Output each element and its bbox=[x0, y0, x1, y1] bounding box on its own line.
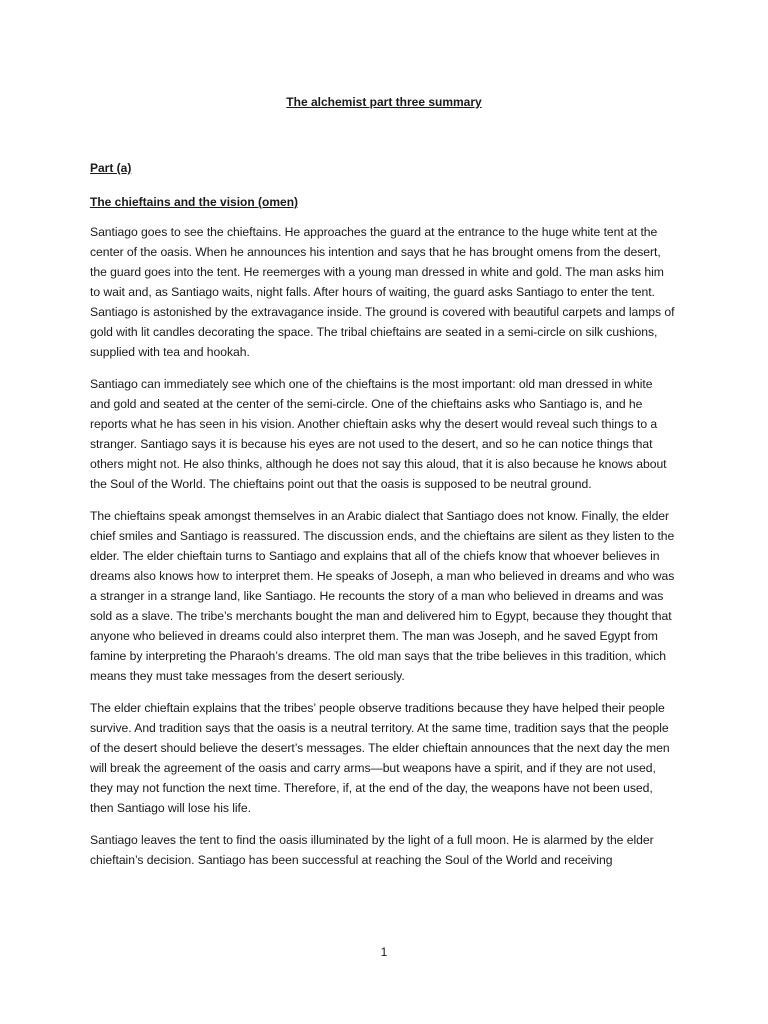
paragraph-2: Santiago can immediately see which one of the chieftains is the most important: old man dressed in white and gold and seated at the center of the semi-circle. One of the chieftains asks who Santiago is, and he reports what he has seen in his vision. Another chieftain asks why the desert would reveal such things to a stranger. Santiago says it is because his eyes are not used to the desert, and so he can notice things that others might not. He also thinks, although he does not say this aloud, that it is also because he knows about the Soul of the World. The chieftains point out that the oasis is supposed to be neutral ground. bbox=[90, 377, 667, 491]
paragraph-4: The elder chieftain explains that the tribes’ people observe traditions because they have helped their people survive. And tradition says that the oasis is a neutral territory. At the same time, tradition says that the people of the desert should believe the desert’s messages. The elder chieftain announces that the next day the men will break the agreement of the oasis and carry arms—but weapons have a spirit, and if they are not used, they may not function the next time. Therefore, if, at the end of the day, the weapons have not been used, then Santiago will lose his life. bbox=[90, 701, 670, 815]
section-heading: The chieftains and the vision (omen) bbox=[90, 195, 299, 209]
paragraph-5: Santiago leaves the tent to find the oasis illuminated by the light of a full moon. He is alarmed by the elder chieftain’s decision. Santiago has been successful at reaching the Soul of the World and receiving bbox=[90, 833, 654, 867]
part-heading: Part (a) bbox=[90, 161, 132, 175]
paragraph-3: The chieftains speak amongst themselves in an Arabic dialect that Santiago does not know. Finally, the elder chief smiles and Santiago is reassured. The discussion ends, and the chieftains are silent as they listen to the elder. The elder chieftain turns to Santiago and explains that all of the chiefs know that whoever believes in dreams also knows how to interpret them. He speaks of Joseph, a man who believed in dreams and who was a stranger in a strange land, like Santiago. He recounts the story of a man who believed in dreams and was sold as a slave. The tribe’s merchants bought the man and delivered him to Egypt, because they thought that anyone who believed in dreams could also interpret them. The man was Joseph, and he saved Egypt from famine by interpreting the Pharaoh’s dreams. The old man says that the tribe believes in this tradition, which means they must take messages from the desert seriously. bbox=[90, 509, 675, 683]
paragraph-1: Santiago goes to see the chieftains. He approaches the guard at the entrance to the huge white tent at the center of the oasis. When he announces his intention and says that he has brought omens from the desert, the guard goes into the tent. He reemerges with a young man dressed in white and gold. The man asks him to wait and, as Santiago waits, night falls. After hours of waiting, the guard asks Santiago to enter the tent. Santiago is astonished by the extravagance inside. The ground is covered with beautiful carpets and lamps of gold with lit candles decorating the space. The tribal chieftains are seated in a semi-circle on silk cushions, supplied with tea and hookah. bbox=[90, 225, 675, 359]
document-title: The alchemist part three summary bbox=[286, 95, 482, 109]
page-number: 1 bbox=[380, 945, 388, 959]
document-body bbox=[90, 160, 676, 882]
